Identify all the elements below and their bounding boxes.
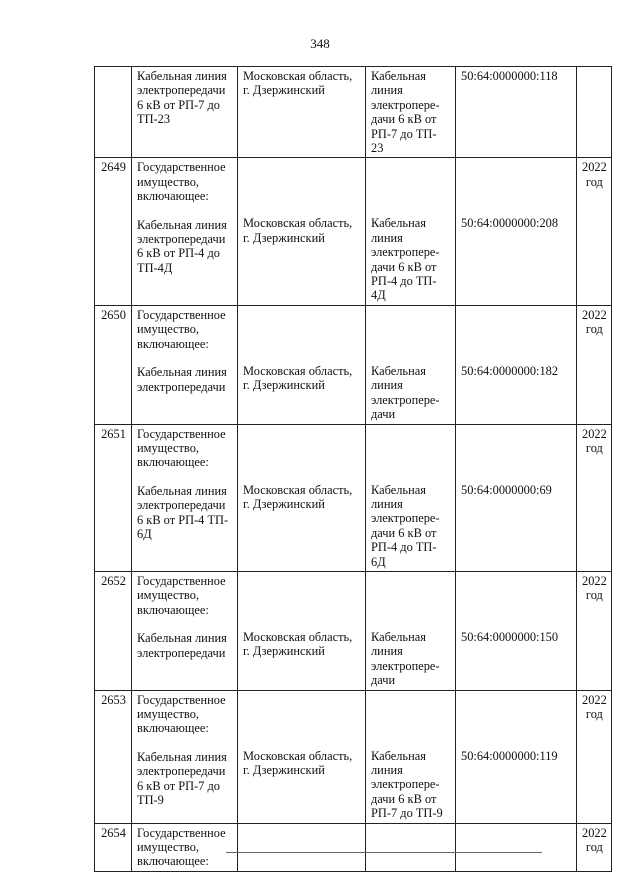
object-name-line: электропередачи [137,498,226,513]
object-name-line: электропередачи [137,764,226,779]
object-name-line: Кабельная линия [137,365,227,380]
object-name-line: электропередачи [137,232,226,247]
object-name-cell [132,424,238,571]
address-cell [238,823,366,871]
year-cell [577,823,612,871]
group-heading-line: включающее: [137,854,209,869]
group-heading-line: имущество, [137,706,199,721]
characteristic-line: Кабельная [371,748,426,763]
year-line: год [585,588,603,603]
year-line: год [585,174,603,189]
characteristic-line: дачи 6 кВ от [371,259,437,274]
characteristic-line: РП-7 до ТП- [371,126,437,141]
year-cell [577,571,612,690]
row-number-cell [95,67,132,158]
group-heading-line: включающее: [137,721,209,736]
year-line: 2022 [582,573,607,588]
object-name-cell [132,571,238,690]
table-row [95,305,612,424]
table-row [95,158,612,305]
characteristic-line: дачи 6 кВ от [371,791,437,806]
address-line: Московская область, [243,482,353,497]
year-line: 2022 [582,426,607,441]
row-number: 2653 [101,692,126,707]
row-number-cell [95,158,132,305]
table-row [95,823,612,871]
year-cell [577,305,612,424]
year-cell [577,67,612,158]
year-line: год [585,440,603,455]
row-number: 2650 [101,307,126,322]
address-line: г. Дзержинский [243,378,325,393]
group-heading-line: Государственное [137,426,226,441]
address-line: г. Дзержинский [243,230,325,245]
footer-rule [226,852,542,853]
property-registry-table [94,66,612,872]
characteristic-line: РП-4 до ТП- [371,274,437,289]
year-line: 2022 [582,307,607,322]
characteristic-cell [366,158,456,305]
object-name-line: 6 кВ от РП-4 ТП- [137,512,229,527]
characteristic-line: линия [371,762,403,777]
group-heading-line: имущество, [137,588,199,603]
cadastral-number-cell [456,571,577,690]
characteristic-line: Кабельная [371,69,426,83]
characteristic-cell [366,424,456,571]
address-line: г. Дзержинский [243,83,325,98]
group-heading-line: имущество, [137,322,199,337]
characteristic-line: 23 [371,141,384,156]
characteristic-line: Кабельная [371,216,426,231]
address-cell [238,305,366,424]
cadastral-number-cell [456,305,577,424]
address-line: Московская область, [243,216,353,231]
cadastral-number: 50:64:0000000:208 [461,216,559,231]
address-cell [238,571,366,690]
characteristic-cell [366,67,456,158]
row-number: 2649 [101,160,126,175]
row-number-cell [95,424,132,571]
cadastral-number: 50:64:0000000:119 [461,748,558,763]
characteristic-line: РП-4 до ТП- [371,540,437,555]
address-line: г. Дзержинский [243,496,325,511]
characteristic-cell [366,823,456,871]
page-number: 348 [310,36,330,51]
table-row [95,690,612,823]
cadastral-number-cell [456,158,577,305]
group-heading-line: включающее: [137,455,209,470]
characteristic-line: электропере- [371,511,440,526]
characteristic-line: Кабельная [371,629,426,644]
characteristic-line: Кабельная [371,482,426,497]
year-line: 2022 [582,692,607,707]
object-name-cell [132,690,238,823]
cadastral-number-cell [456,690,577,823]
characteristic-line: линия [371,378,403,393]
year-line: год [585,840,603,854]
row-number-cell [95,823,132,871]
cadastral-number-cell [456,823,577,871]
characteristic-line: электропере- [371,245,440,260]
characteristic-line: электропере- [371,777,440,792]
year-line: год [585,322,603,337]
group-heading-line: имущество, [137,174,199,189]
group-heading-line: включающее: [137,189,209,204]
characteristic-line: 6Д [371,554,386,569]
address-line: г. Дзержинский [243,644,325,659]
row-number: 2651 [101,426,126,441]
year-cell [577,158,612,305]
group-heading-line: Государственное [137,573,226,588]
object-name-cell [132,158,238,305]
table-row [95,424,612,571]
address-cell [238,67,366,158]
row-number: 2654 [101,825,126,840]
object-name-line: ТП-9 [137,793,164,807]
characteristic-line: электропере- [371,97,440,112]
address-line: Московская область, [243,69,353,83]
address-cell [238,424,366,571]
cadastral-number: 50:64:0000000:118 [461,69,558,83]
characteristic-line: Кабельная [371,363,426,378]
row-number-cell [95,305,132,424]
table-row [95,67,612,158]
characteristic-cell [366,571,456,690]
object-name-line: Кабельная линия [137,69,227,83]
object-name-line: 6 кВ от РП-7 до [137,778,220,793]
address-line: г. Дзержинский [243,762,325,777]
address-line: Московская область, [243,363,353,378]
characteristic-line: линия [371,83,403,98]
row-number-cell [95,571,132,690]
characteristic-line: электропере- [371,658,440,673]
year-line: год [585,706,603,721]
object-name-line: Кабельная линия [137,483,227,498]
object-name-line: 6 кВ от РП-7 до [137,97,220,112]
object-name-cell [132,823,238,871]
group-heading-line: включающее: [137,336,209,351]
group-heading-line: Государственное [137,160,226,175]
characteristic-line: линия [371,644,403,659]
characteristic-cell [366,305,456,424]
table-row [95,571,612,690]
address-line: Московская область, [243,629,353,644]
row-number-cell [95,690,132,823]
group-heading-line: имущество, [137,840,199,854]
cadastral-number: 50:64:0000000:182 [461,363,559,378]
cadastral-number-cell [456,67,577,158]
year-line: 2022 [582,160,607,175]
object-name-cell [132,305,238,424]
object-name-line: 6 кВ от РП-4 до [137,246,220,261]
object-name-line: Кабельная линия [137,631,227,646]
characteristic-line: дачи 6 кВ от [371,525,437,540]
year-cell [577,690,612,823]
object-name-line: ТП-4Д [137,260,173,275]
object-name-line: электропередачи [137,83,226,98]
row-number: 2652 [101,573,126,588]
group-heading-line: Государственное [137,307,226,322]
characteristic-line: дачи [371,407,396,422]
characteristic-line: дачи 6 кВ от [371,112,437,127]
cadastral-number: 50:64:0000000:69 [461,482,552,497]
cadastral-number-cell [456,424,577,571]
characteristic-line: РП-7 до ТП-9 [371,806,443,821]
characteristic-line: линия [371,496,403,511]
year-cell [577,424,612,571]
object-name-line: ТП-23 [137,112,171,127]
address-cell [238,690,366,823]
year-line: 2022 [582,825,607,840]
address-line: Московская область, [243,748,353,763]
characteristic-line: 4Д [371,288,386,303]
object-name-line: Кабельная линия [137,749,227,764]
characteristic-line: линия [371,230,403,245]
characteristic-cell [366,690,456,823]
object-name-cell [132,67,238,158]
object-name-line: Кабельная линия [137,217,227,232]
group-heading-line: Государственное [137,825,226,840]
address-cell [238,158,366,305]
group-heading-line: Государственное [137,692,226,707]
object-name-line: электропередачи [137,645,226,660]
group-heading-line: имущество, [137,440,199,455]
cadastral-number: 50:64:0000000:150 [461,629,559,644]
object-name-line: электропередачи [137,379,226,394]
object-name-line: 6Д [137,526,152,541]
group-heading-line: включающее: [137,602,209,617]
characteristic-line: дачи [371,673,396,688]
characteristic-line: электропере- [371,392,440,407]
